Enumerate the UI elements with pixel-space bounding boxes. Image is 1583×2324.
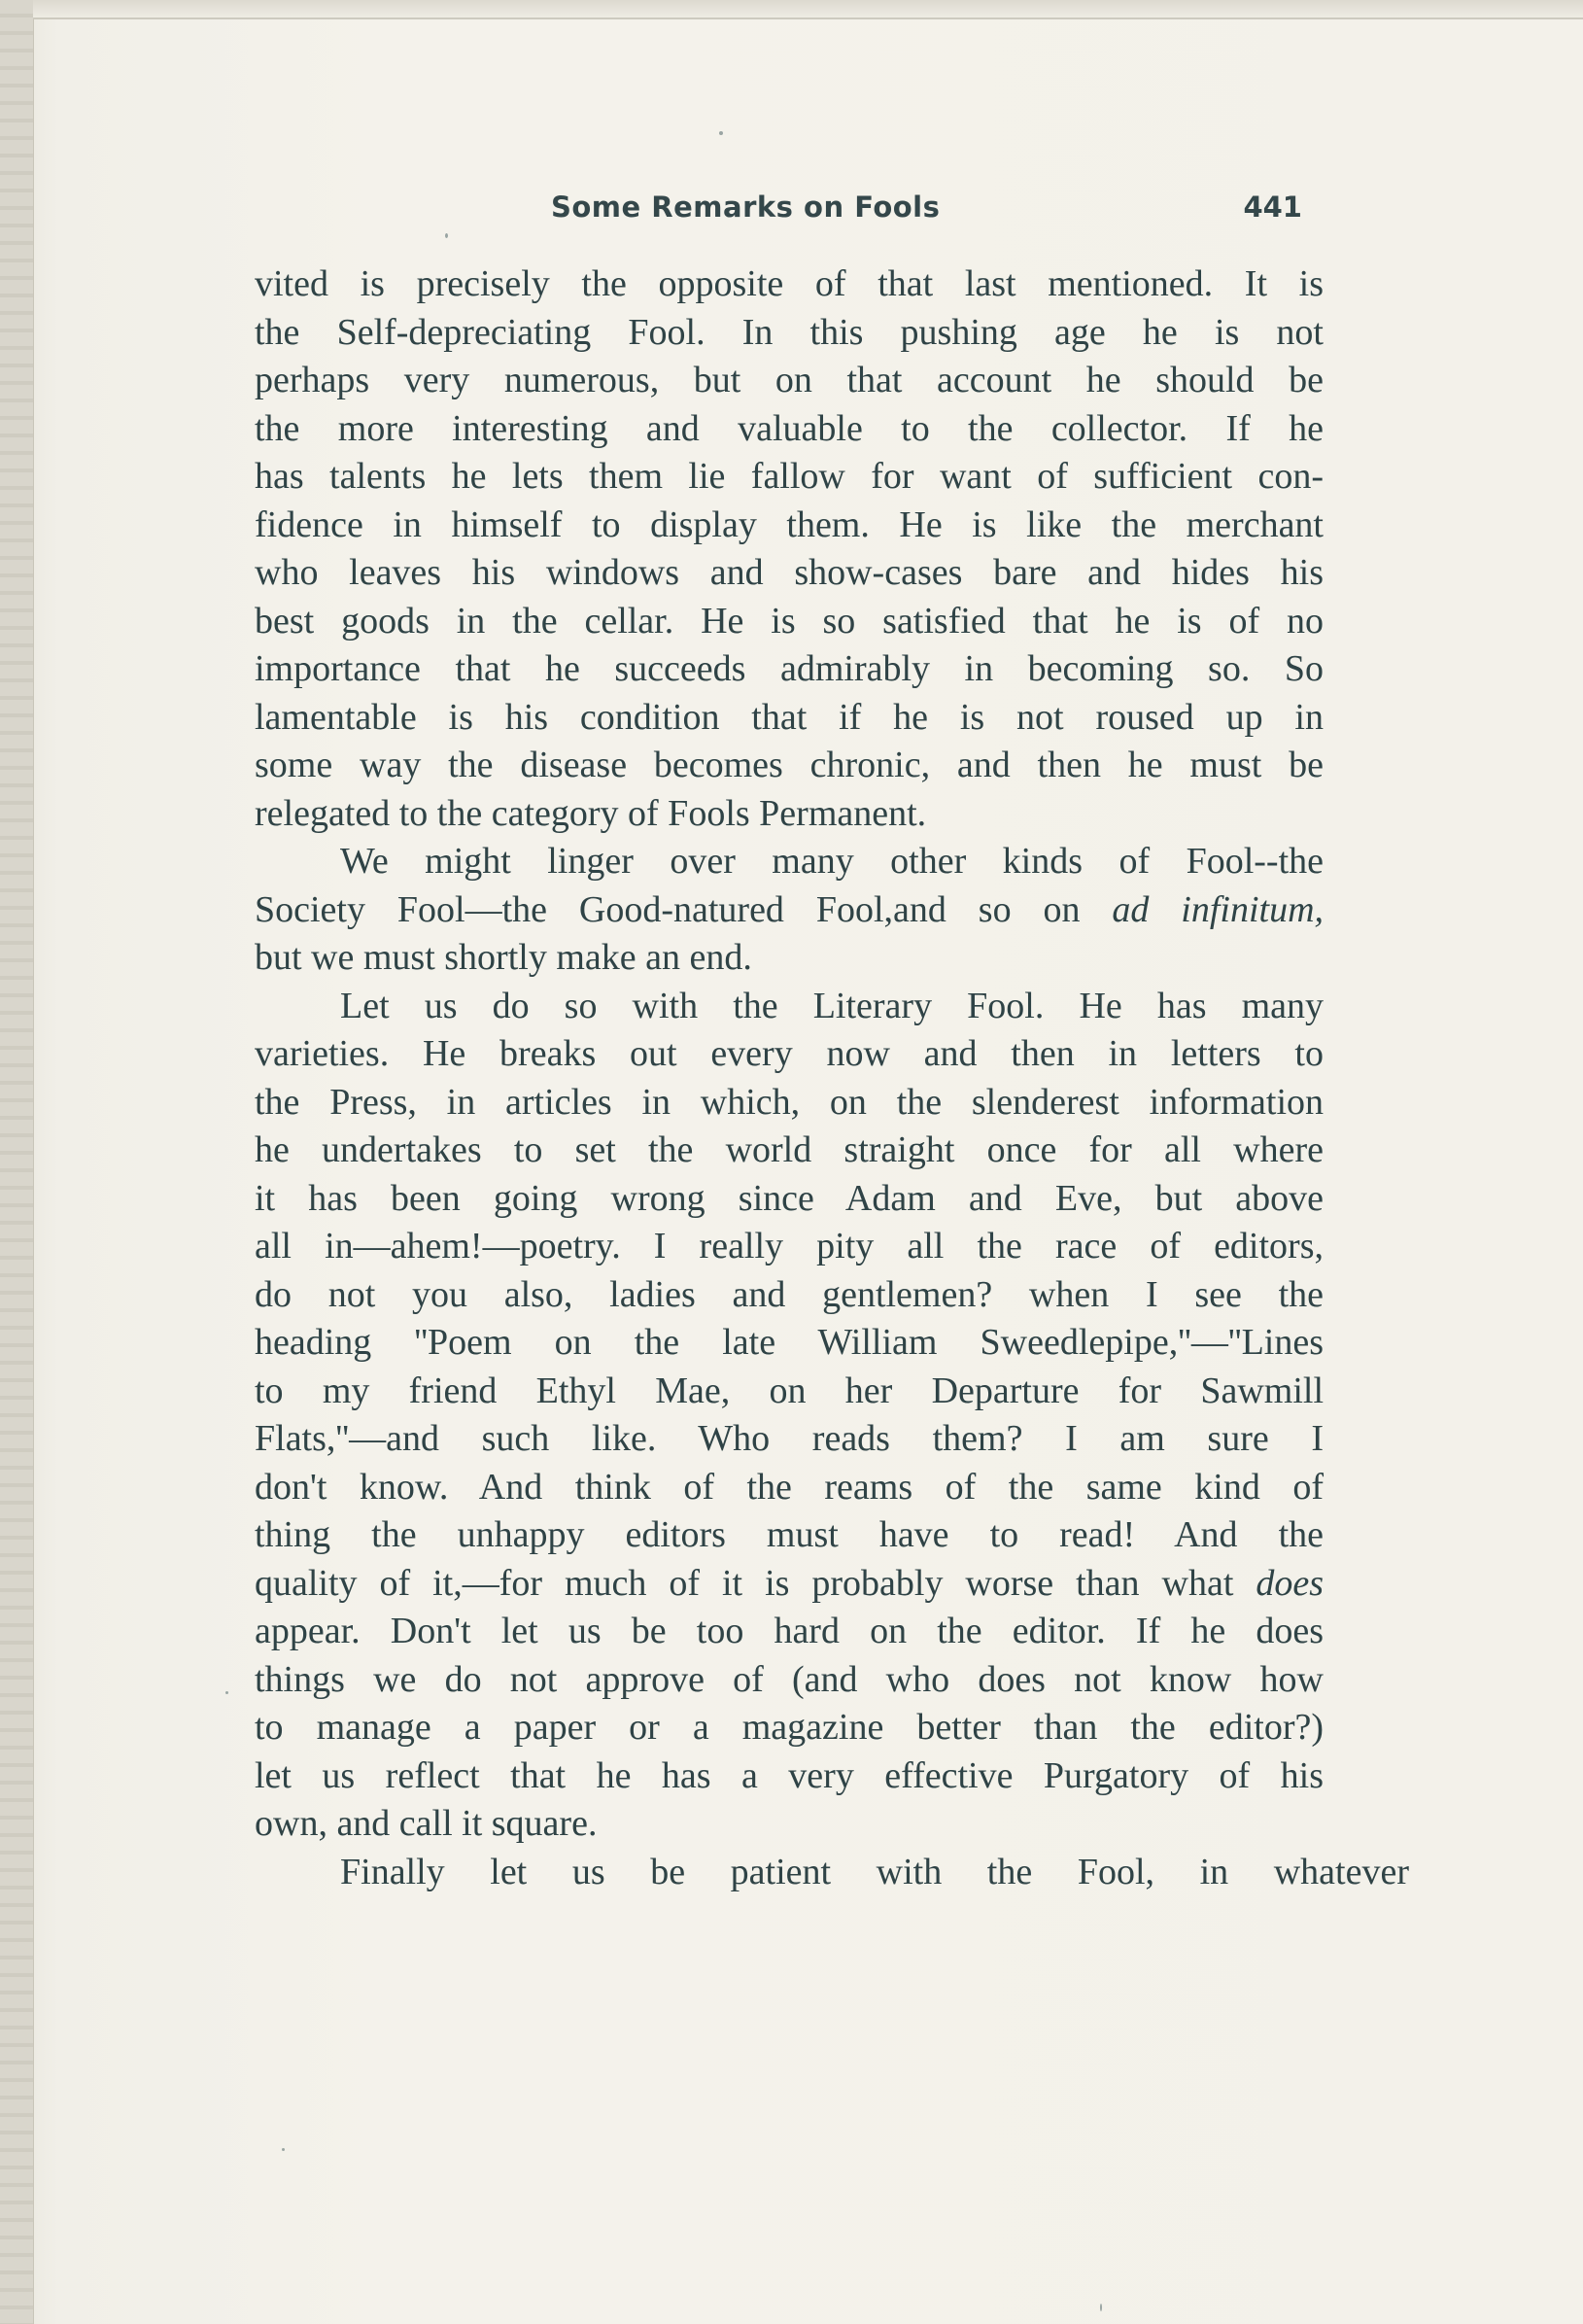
text-line: fidence in himself to display them. He is like the merchant bbox=[255, 503, 1324, 545]
paper-speck bbox=[719, 131, 723, 135]
text-line: Flats,''—and such like. Who reads them? I am sure I bbox=[255, 1418, 1324, 1459]
text-line: let us reflect that he has a very effective Purgatory of his bbox=[255, 1754, 1324, 1796]
page-number: 441 bbox=[1243, 191, 1302, 224]
text-line: it has been going wrong since Adam and Eve, but above bbox=[255, 1177, 1324, 1219]
text-line: the more interesting and valuable to the collector. If he bbox=[255, 407, 1324, 449]
text-line: but we must shortly make an end. bbox=[255, 937, 752, 978]
text-line bbox=[255, 1560, 1324, 1609]
text-line: lamentable is his condition that if he is not roused up in bbox=[255, 696, 1324, 738]
paragraph-start-line: Finally let us be patient with the Fool, in whatever bbox=[340, 1851, 1409, 1892]
text-line: importance that he succeeds admirably in becoming so. So bbox=[255, 648, 1324, 689]
body-text bbox=[255, 260, 1409, 1896]
text-line bbox=[255, 886, 1324, 935]
text-line: the Self-depreciating Fool. In this pushing age he is not bbox=[255, 311, 1324, 353]
text-segment: quality of it,—for much of it is probably worse than what bbox=[255, 1562, 1234, 1604]
page-header bbox=[255, 191, 1302, 237]
text-line: some way the disease becomes chronic, and then he must be bbox=[255, 745, 1324, 785]
italic-word: does bbox=[1256, 1562, 1325, 1604]
text-line: perhaps very numerous, but on that account he should be bbox=[255, 360, 1324, 400]
text-line: own, and call it square. bbox=[255, 1803, 598, 1844]
text-line: to my friend Ethyl Mae, on her Departure for Sawmill bbox=[255, 1370, 1324, 1411]
text-line: don't know. And think of the reams of the same kind of bbox=[255, 1466, 1324, 1508]
paper-speck bbox=[282, 2148, 285, 2151]
text-line: things we do not approve of (and who does not know how bbox=[255, 1658, 1324, 1700]
italic-phrase: ad infinitum, bbox=[1112, 888, 1325, 930]
text-line: best goods in the cellar. He is so satisfied that he is of no bbox=[255, 600, 1324, 642]
text-line: who leaves his windows and show-cases bare and hides his bbox=[255, 552, 1324, 593]
text-line: vited is precisely the opposite of that last mentioned. It is bbox=[255, 263, 1324, 304]
text-line: varieties. He breaks out every now and then in letters to bbox=[255, 1033, 1324, 1074]
text-segment: Society Fool—the Good-natured Fool,and so on bbox=[255, 888, 1081, 930]
paper-speck bbox=[445, 233, 448, 238]
running-title: Some Remarks on Fools bbox=[551, 191, 941, 224]
paper-speck bbox=[1100, 2304, 1102, 2311]
text-line: he undertakes to set the world straight once for all where bbox=[255, 1129, 1324, 1170]
text-line: has talents he lets them lie fallow for want of sufficient con- bbox=[255, 456, 1324, 497]
text-line: thing the unhappy editors must have to read! And the bbox=[255, 1514, 1324, 1555]
text-line: to manage a paper or a magazine better than the editor?) bbox=[255, 1707, 1324, 1748]
top-page-edge bbox=[33, 0, 1583, 19]
text-line: heading ''Poem on the late William Sweedlepipe,''—''Lines bbox=[255, 1322, 1324, 1363]
text-line: the Press, in articles in which, on the slenderest information bbox=[255, 1081, 1324, 1123]
paragraph-start-line: Let us do so with the Literary Fool. He has many bbox=[340, 985, 1324, 1026]
text-line: relegated to the category of Fools Permanent. bbox=[255, 792, 927, 834]
text-line: all in—ahem!—poetry. I really pity all the race of editors, bbox=[255, 1226, 1324, 1266]
binding-edge bbox=[0, 0, 34, 2324]
text-line: do not you also, ladies and gentlemen? when I see the bbox=[255, 1273, 1324, 1315]
paper-speck bbox=[225, 1691, 228, 1694]
paragraph-start-line: We might linger over many other kinds of Fool--the bbox=[340, 841, 1324, 882]
text-line: appear. Don't let us be too hard on the editor. If he does bbox=[255, 1611, 1324, 1651]
